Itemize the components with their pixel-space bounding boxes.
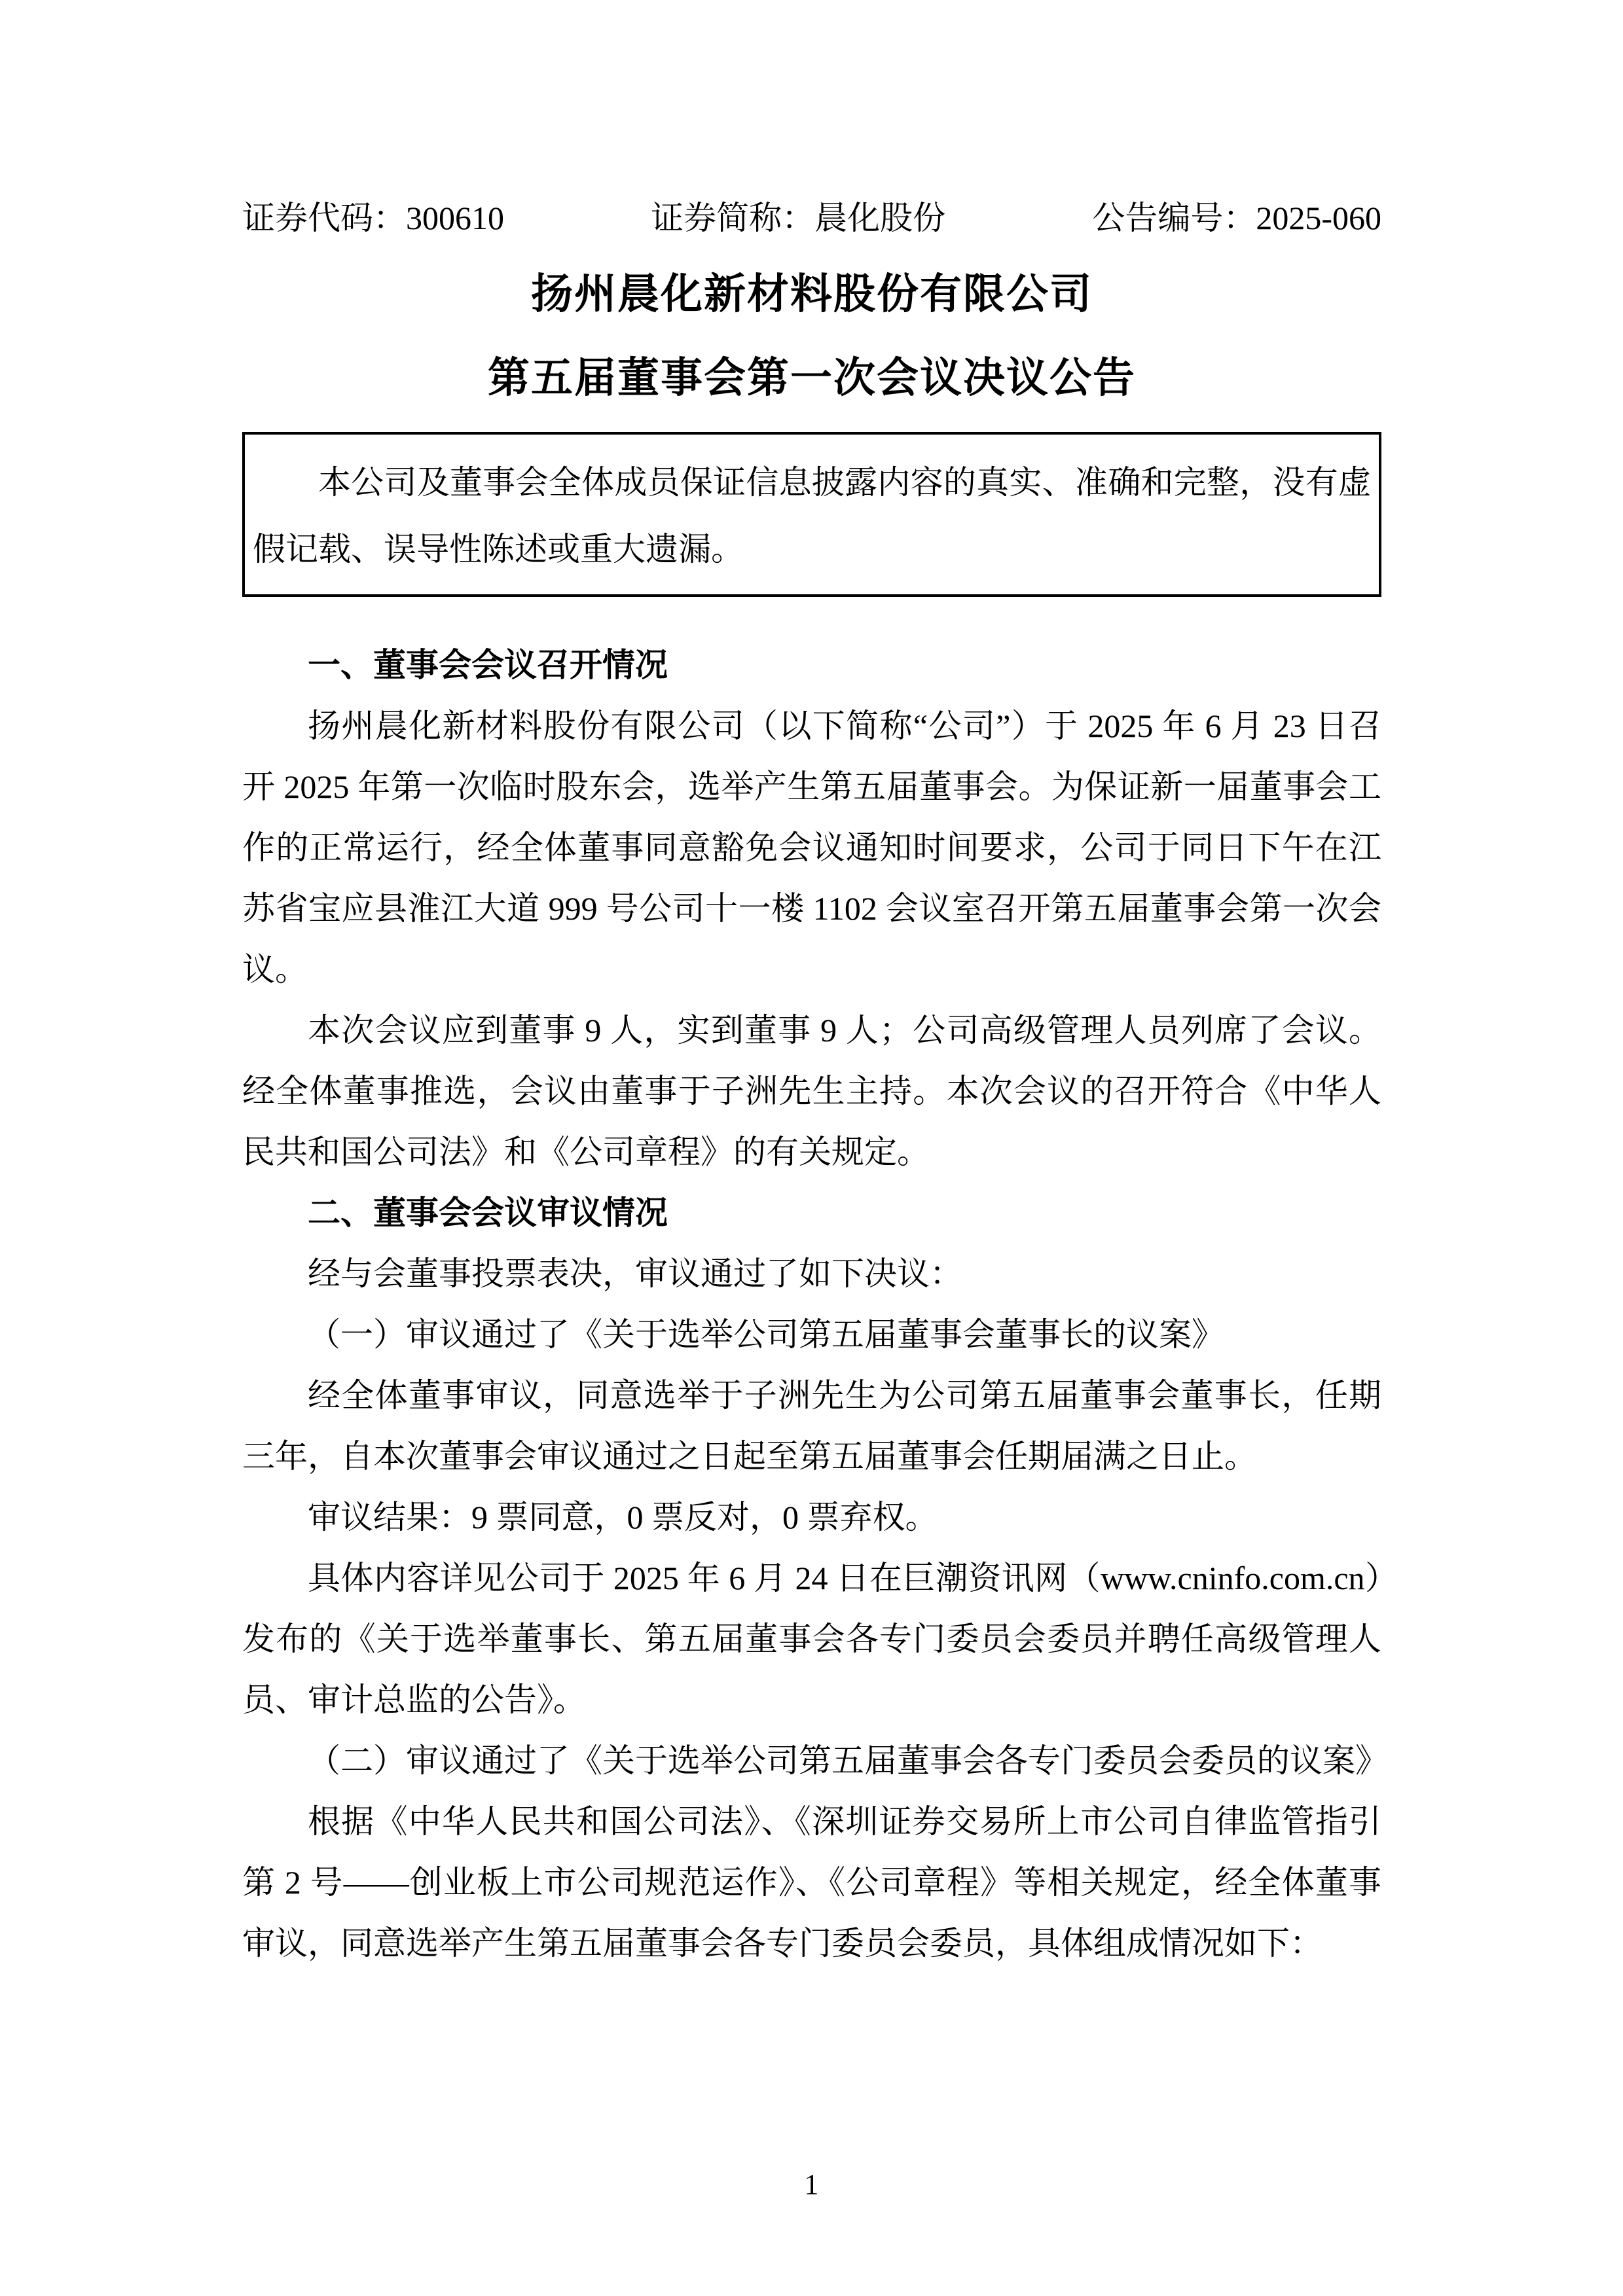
announcement-number: 公告编号：2025-060 — [1092, 200, 1381, 236]
title-block — [242, 253, 1381, 420]
page-number: 1 — [804, 2168, 819, 2200]
body-paragraph: 经全体董事审议，同意选举于子洲先生为公司第五届董事会董事长，任期三年，自本次董事会审议通过之日起至第五届董事会任期届满之日止。 — [242, 1377, 1381, 1475]
header-row — [242, 196, 1381, 240]
body-paragraph: 具体内容详见公司于 2025 年 6 月 24 日在巨潮资讯网（www.cninfo.com.cn）发布的《关于选举董事长、第五届董事会各专门委员会委员并聘任高级管理人员、审计总监的公告》。 — [242, 1560, 1381, 1718]
body-paragraph: （一）审议通过了《关于选举公司第五届董事会董事长的议案》 — [308, 1316, 1224, 1353]
document-body — [242, 635, 1388, 1974]
stock-code: 证券代码：300610 — [242, 200, 504, 236]
meeting-title: 第五届董事会第一次会议决议公告 — [488, 355, 1136, 401]
body-paragraph: 经与会董事投票表决，审议通过了如下决议： — [308, 1255, 962, 1292]
body-paragraph: 根据《中华人民共和国公司法》、《深圳证券交易所上市公司自律监管指引第 2 号——创业板上市公司规范运作》、《公司章程》等相关规定，经全体董事审议，同意选举产生第五届董事会各专门委员会委员，具体组成情况如下： — [242, 1803, 1381, 1962]
body-paragraph: 审议结果：9 票同意，0 票反对，0 票弃权。 — [308, 1499, 938, 1535]
disclaimer-text: 本公司及董事会全体成员保证信息披露内容的真实、准确和完整，没有虚假记载、误导性陈述或重大遗漏。 — [253, 464, 1371, 567]
section-heading: 二、董事会会议审议情况 — [308, 1194, 668, 1231]
section-heading: 一、董事会会议召开情况 — [308, 647, 668, 683]
stock-name: 证券简称：晨化股份 — [651, 200, 946, 236]
company-title: 扬州晨化新材料股份有限公司 — [531, 271, 1093, 317]
body-paragraph: （二）审议通过了《关于选举公司第五届董事会各专门委员会委员的议案》 — [308, 1742, 1388, 1779]
body-paragraph: 本次会议应到董事 9 人，实到董事 9 人；公司高级管理人员列席了会议。经全体董事推选，会议由董事于子洲先生主持。本次会议的召开符合《中华人民共和国公司法》和《公司章程》的有关规定。 — [242, 1012, 1381, 1170]
disclaimer-box — [242, 432, 1381, 597]
body-paragraph: 扬州晨化新材料股份有限公司（以下简称“公司”）于 2025 年 6 月 23 日召开 2025 年第一次临时股东会，选举产生第五届董事会。为保证新一届董事会工作的正常运行，经全体董事同意豁免会议通知时间要求，公司于同日下午在江苏省宝应县淮江大道 999 号公司十一楼 1102 会议室召开第五届董事会第一次会议。 — [242, 708, 1381, 988]
